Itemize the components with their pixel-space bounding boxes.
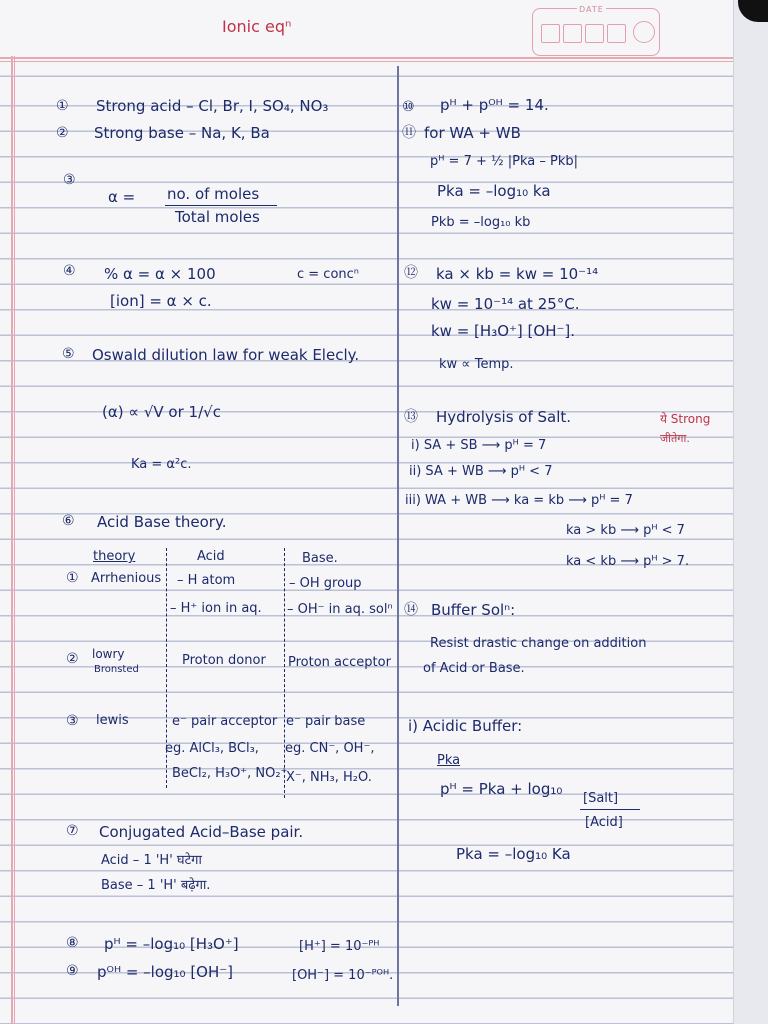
base-header: Base. (302, 551, 338, 566)
oh-ion-concentration: [OH⁻] = 10⁻ᴾᴼᴴ. (292, 968, 394, 983)
fraction-bar (580, 809, 640, 810)
date-cell (585, 24, 604, 43)
percent-alpha: % α = α × 100 (104, 265, 216, 283)
conjugate-acid: Acid – 1 'H' घटेगा (101, 853, 202, 868)
item-number: ① (56, 98, 69, 114)
acid-base-theory: Acid Base theory. (97, 513, 227, 531)
kw-product: ka × kb = kw = 10⁻¹⁴ (436, 265, 599, 283)
ion-concentration: [ion] = α × c. (110, 292, 212, 310)
column-divider (397, 66, 399, 1006)
item-number: ⑬ (404, 409, 418, 425)
buffer-definition: Resist drastic change on addition (430, 636, 647, 651)
date-cell (541, 24, 560, 43)
lewis-theory: lewis (96, 713, 129, 728)
acid-header: Acid (197, 549, 225, 564)
margin-note-2: जीतेगा. (660, 432, 690, 445)
arrhenius-theory: Arrhenious (91, 571, 162, 586)
lewis-acid-examples-2: BeCl₂, H₃O⁺, NO₂⁺ (172, 766, 288, 781)
conjugate-base: Base – 1 'H' बढ़ेगा. (101, 878, 211, 893)
hydrolysis-case-1: i) SA + SB ⟶ pᴴ = 7 (411, 438, 547, 453)
lewis-base: e⁻ pair base (286, 714, 366, 729)
arrhenius-acid-2: – H⁺ ion in aq. (170, 601, 262, 616)
lowry-base: Proton acceptor (288, 655, 391, 670)
item-number: ⑤ (62, 346, 75, 362)
arrhenius-base-2: – OH⁻ in aq. solⁿ (287, 602, 393, 617)
h-ion-concentration: [H⁺] = 10⁻ᴾᴴ (299, 939, 380, 954)
date-box (532, 5, 660, 56)
pka-definition: Pka = –log₁₀ ka (437, 182, 551, 200)
item-number: ⑭ (404, 602, 418, 618)
item-number: ③ (66, 713, 79, 729)
alpha-denominator: Total moles (175, 208, 260, 226)
kw-definition: kw = [H₃O⁺] [OH⁻]. (431, 322, 576, 340)
arrhenius-acid: – H atom (177, 573, 236, 588)
conjugate-pair: Conjugated Acid–Base pair. (99, 823, 304, 841)
pka-final: Pka = –log₁₀ Ka (456, 845, 571, 863)
item-number: ② (66, 651, 79, 667)
date-cell (563, 24, 582, 43)
margin-line (11, 56, 13, 1024)
ostwald-dilution-law: Oswald dilution law for weak Elecly. (92, 346, 360, 364)
ph-definition: pᴴ = –log₁₀ [H₃O⁺] (104, 935, 239, 953)
lewis-acid: e⁻ pair acceptor (172, 714, 278, 729)
hydrolysis-of-salt: Hydrolysis of Salt. (436, 408, 572, 426)
item-number: ③ (63, 172, 76, 188)
buffer-definition-2: of Acid or Base. (423, 661, 525, 676)
alpha-symbol: α = (108, 188, 136, 206)
page-title: Ionic eqⁿ (222, 17, 292, 36)
bronsted-label: Bronsted (94, 664, 139, 675)
lewis-base-examples: eg. CN⁻, OH⁻, (285, 741, 375, 756)
strong-acid-note: Strong acid – Cl, Br, I, SO₄, NO₃ (96, 97, 329, 115)
henderson-denominator: [Acid] (585, 815, 623, 830)
hydrolysis-case-3b: ka > kb ⟶ pᴴ < 7 (566, 523, 685, 538)
item-number: ⑦ (66, 823, 79, 839)
ostwald-relation: (α) ∝ √V or 1/√c (102, 403, 221, 421)
hydrolysis-case-3c: ka < kb ⟶ pᴴ > 7. (566, 554, 690, 569)
kw-value: kw = 10⁻¹⁴ at 25°C. (431, 295, 580, 313)
date-label: DATE (579, 5, 604, 14)
arrhenius-base: – OH group (289, 576, 362, 591)
henderson-equation: pᴴ = Pka + log₁₀ (440, 780, 563, 798)
conc-definition: c = concⁿ (297, 267, 359, 282)
kw-temperature: kw ∝ Temp. (439, 357, 514, 372)
date-cell (607, 24, 626, 43)
date-circle (633, 21, 655, 43)
item-number: ⑩ (402, 99, 415, 115)
lowry-label: lowry (92, 647, 125, 661)
hydrolysis-case-3: iii) WA + WB ⟶ ka = kb ⟶ pᴴ = 7 (405, 493, 633, 508)
lewis-base-examples-2: X⁻, NH₃, H₂O. (286, 770, 372, 785)
item-number: ⑧ (66, 935, 79, 951)
header-rule-2 (0, 61, 740, 62)
buffer-solution: Buffer Solⁿ: (431, 601, 516, 619)
ph-formula: pᴴ = 7 + ½ |Pka – Pkb| (430, 154, 578, 169)
acidic-buffer: i) Acidic Buffer: (408, 717, 523, 735)
henderson-numerator: [Salt] (583, 791, 619, 806)
item-number: ② (56, 125, 69, 141)
item-number: ⑪ (402, 125, 416, 141)
table-column-separator (284, 548, 285, 798)
poh-definition: pᴼᴴ = –log₁₀ [OH⁻] (97, 963, 234, 981)
item-number: ① (66, 570, 79, 586)
pkb-definition: Pkb = –log₁₀ kb (431, 215, 531, 230)
strong-base-note: Strong base – Na, K, Ba (94, 124, 270, 142)
alpha-numerator: no. of moles (167, 185, 260, 203)
header-rule (0, 57, 740, 59)
hydrolysis-case-2: ii) SA + WB ⟶ pᴴ < 7 (409, 464, 553, 479)
lowry-acid: Proton donor (182, 653, 266, 668)
item-number: ⑫ (404, 265, 418, 281)
pka-label: Pka (437, 753, 461, 768)
ph-poh-sum: pᴴ + pᴼᴴ = 14. (440, 96, 549, 114)
theory-header: theory (93, 549, 136, 564)
margin-note: ये Strong (660, 412, 711, 426)
item-number: ④ (63, 263, 76, 279)
margin-line-2 (14, 56, 15, 1024)
ka-relation: Ka = α²c. (131, 457, 192, 472)
weak-acid-weak-base: for WA + WB (424, 124, 521, 142)
page-edge (733, 0, 768, 1024)
fraction-bar (165, 205, 277, 206)
lewis-acid-examples: eg. AlCl₃, BCl₃, (165, 741, 259, 756)
item-number: ⑨ (66, 963, 79, 979)
item-number: ⑥ (62, 513, 75, 529)
